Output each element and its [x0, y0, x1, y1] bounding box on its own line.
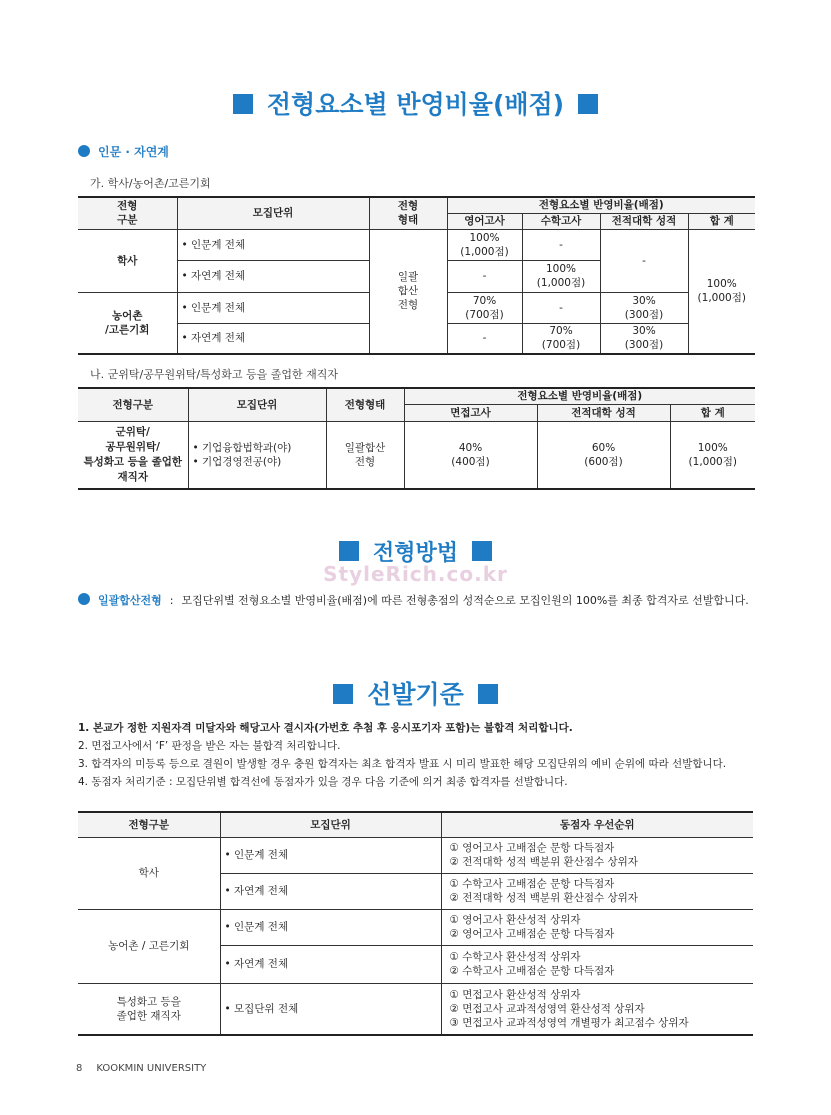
total-cell: 100% (1,000점) — [670, 421, 755, 489]
unit-cell: • 자연계 전체 — [177, 323, 369, 354]
value-cell: 40% (400점) — [404, 421, 537, 489]
group-cell: 농어촌 / 고른기회 — [78, 909, 220, 983]
unit-cell: • 기업융합법학과(야) • 기업경영전공(야) — [188, 421, 326, 489]
type-cell: 일괄 합산 전형 — [369, 229, 447, 354]
rule-item: 3. 합격자의 미등록 등으로 결원이 발생할 경우 충원 합격자는 최초 합격자 발표 시 미리 발표한 해당 모집단위의 예비 순위에 따라 선발합니다. — [78, 758, 727, 770]
square-icon — [333, 684, 353, 704]
header-cell: 모집단위 — [220, 812, 441, 837]
square-icon — [478, 684, 498, 704]
priority-cell: ① 수학고사 환산성적 상위자 ② 수학고사 고배점순 문항 다득점자 — [441, 945, 753, 983]
value-cell: 30% (300점) — [600, 292, 688, 323]
title-text: 전형요소별 반영비율(배점) — [266, 90, 565, 119]
header-cell: 전적대학 성적 — [537, 404, 670, 421]
group-cell: 군위탁/ 공무원위탁/ 특성화고 등을 졸업한 재직자 — [78, 421, 188, 489]
header-cell: 전형구분 — [78, 812, 220, 837]
ratio-table-a — [78, 196, 755, 355]
value-cell: - — [522, 292, 600, 323]
unit-cell: • 인문계 전체 — [177, 292, 369, 323]
header-cell: 수학고사 — [522, 213, 600, 229]
priority-cell: ① 면접고사 환산성적 상위자 ② 면접고사 교과적성영역 환산성적 상위자 ③ 면접고사 교과적성영역 개별평가 최고점수 상위자 — [441, 983, 753, 1035]
page-number: 8 — [76, 1063, 83, 1074]
watermark: StyleRich.co.kr — [323, 562, 508, 586]
priority-cell: ① 영어고사 환산성적 상위자 ② 영어고사 고배점순 문항 다득점자 — [441, 909, 753, 945]
priority-cell: ① 수학고사 고배점순 문항 다득점자 ② 전적대학 성적 백분위 환산점수 상위자 — [441, 873, 753, 909]
square-icon — [233, 94, 253, 114]
square-icon — [578, 94, 598, 114]
value-cell: 70% (700점) — [447, 292, 522, 323]
header-cell: 전형구분 — [78, 388, 188, 421]
value-cell: 100% (1,000점) — [522, 260, 600, 292]
bullet-icon — [78, 145, 90, 157]
footer — [76, 1063, 206, 1074]
group-cell: 농어촌 /고른기회 — [78, 292, 177, 354]
section-title-method — [0, 536, 831, 567]
subheading-a: 가. 학사/농어촌/고른기회 — [90, 177, 211, 190]
value-cell: 70% (700점) — [522, 323, 600, 354]
square-icon — [472, 541, 492, 561]
value-cell: - — [600, 229, 688, 292]
method-text: 모집단위별 전형요소별 반영비율(배점)에 따른 전형총점의 성적순으로 모집인원의 100%를 최종 합격자로 선발합니다. — [181, 594, 749, 607]
subheading-b: 나. 군위탁/공무원위탁/특성화고 등을 졸업한 재직자 — [90, 368, 339, 381]
header-cell: 전형 구분 — [78, 197, 177, 229]
title-text: 선발기준 — [367, 680, 464, 709]
value-cell: - — [522, 229, 600, 260]
rule-item: 2. 면접고사에서 ‘F’ 판정을 받은 자는 불합격 처리합니다. — [78, 740, 341, 752]
section-title-ratio — [0, 85, 831, 121]
unit-cell: • 인문계 전체 — [177, 229, 369, 260]
section-label: 인문 · 자연계 — [98, 145, 169, 159]
unit-cell: • 모집단위 전체 — [220, 983, 441, 1035]
group-cell: 특성화고 등을 졸업한 재직자 — [78, 983, 220, 1035]
criteria-list — [78, 719, 738, 791]
header-cell: 영어고사 — [447, 213, 522, 229]
value-cell: 60% (600점) — [537, 421, 670, 489]
unit-cell: • 인문계 전체 — [220, 837, 441, 873]
header-cell: 전형형태 — [326, 388, 404, 421]
section-humanities-science — [78, 143, 169, 160]
title-text: 전형방법 — [372, 541, 458, 566]
square-icon — [339, 541, 359, 561]
bullet-icon — [78, 593, 90, 605]
header-cell: 전적대학 성적 — [600, 213, 688, 229]
unit-cell: • 자연계 전체 — [220, 945, 441, 983]
separator: : — [169, 594, 174, 607]
rule-item: 1. 본교가 정한 지원자격 미달자와 해당고사 결시자(가번호 추첨 후 응시포기자 포함)는 불합격 처리합니다. — [78, 722, 573, 734]
method-description — [78, 590, 758, 611]
tiebreak-table — [78, 811, 753, 1036]
value-cell: 100% (1,000점) — [447, 229, 522, 260]
header-cell: 모집단위 — [188, 388, 326, 421]
header-cell: 합 계 — [688, 213, 755, 229]
header-cell: 모집단위 — [177, 197, 369, 229]
section-title-criteria — [0, 675, 831, 711]
group-cell: 학사 — [78, 229, 177, 292]
value-cell: - — [447, 260, 522, 292]
header-cell: 합 계 — [670, 404, 755, 421]
value-cell: - — [447, 323, 522, 354]
footer-org: KOOKMIN UNIVERSITY — [96, 1063, 207, 1074]
unit-cell: • 인문계 전체 — [220, 909, 441, 945]
header-cell: 면접고사 — [404, 404, 537, 421]
group-cell: 학사 — [78, 837, 220, 909]
total-cell: 100% (1,000점) — [688, 229, 755, 354]
header-cell: 전형 형태 — [369, 197, 447, 229]
method-label: 일괄합산전형 — [98, 594, 162, 607]
rule-item: 4. 동점자 처리기준 : 모집단위별 합격선에 동점자가 있을 경우 다음 기준에 의거 최종 합격자를 선발합니다. — [78, 776, 568, 788]
header-cell: 전형요소별 반영비율(배점) — [447, 197, 755, 213]
header-cell: 전형요소별 반영비율(배점) — [404, 388, 755, 404]
header-cell: 동점자 우선순위 — [441, 812, 753, 837]
value-cell: 30% (300점) — [600, 323, 688, 354]
ratio-table-b — [78, 387, 755, 490]
unit-cell: • 자연계 전체 — [177, 260, 369, 292]
priority-cell: ① 영어고사 고배점순 문항 다득점자 ② 전적대학 성적 백분위 환산점수 상위자 — [441, 837, 753, 873]
unit-cell: • 자연계 전체 — [220, 873, 441, 909]
type-cell: 일괄합산 전형 — [326, 421, 404, 489]
